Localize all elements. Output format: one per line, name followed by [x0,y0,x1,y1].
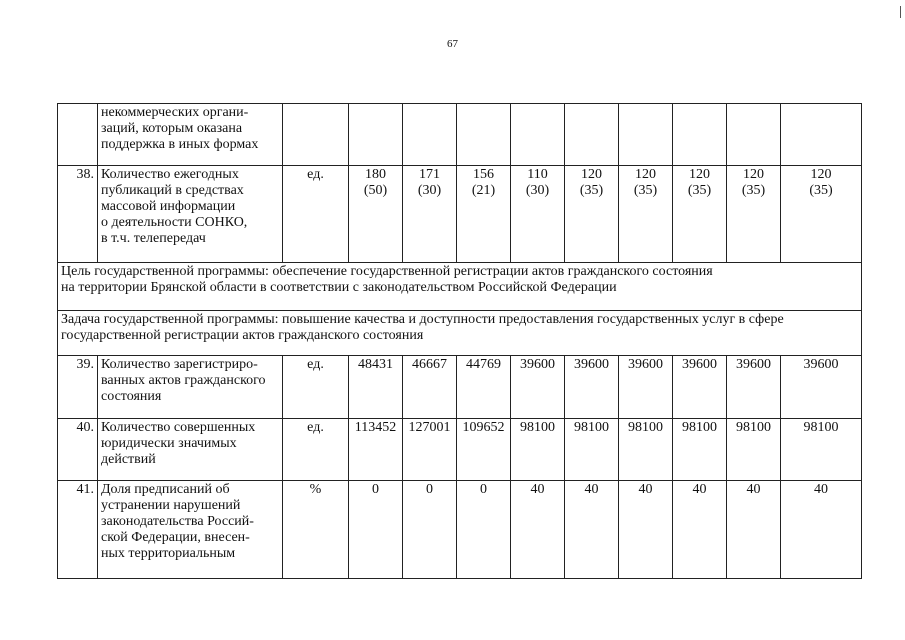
value-cell: 127001 [403,419,457,481]
row-number: 40. [58,419,98,481]
value-cell: 40 [511,481,565,579]
value-cell: 39600 [673,356,727,419]
indicator-name: Количество ежегодных публикаций в средствах массовой информации о деятельности СОНКО, в т.ч. телепередач [98,166,283,263]
value-cell: 156 (21) [457,166,511,263]
indicator-name: Доля предписаний об устранении нарушений законодательства Россий- ской Федерации, внесен- ных территориальным [98,481,283,579]
table-row [58,356,862,419]
value-cell [349,104,403,166]
value-cell: 113452 [349,419,403,481]
value-cell: 40 [781,481,862,579]
value-cell: 39600 [727,356,781,419]
table-row [58,166,862,263]
value-cell: 39600 [511,356,565,419]
value-cell: 0 [457,481,511,579]
row-number: 38. [58,166,98,263]
indicator-name: некоммерческих органи- заций, которым оказана поддержка в иных формах [98,104,283,166]
value-cell: 120 (35) [673,166,727,263]
value-cell: 98100 [511,419,565,481]
value-cell: 40 [619,481,673,579]
value-cell: 40 [727,481,781,579]
value-cell [727,104,781,166]
unit-cell: ед. [283,166,349,263]
unit-cell: ед. [283,419,349,481]
table-row [58,263,862,311]
value-cell: 120 (35) [727,166,781,263]
value-cell: 120 (35) [565,166,619,263]
value-cell: 44769 [457,356,511,419]
value-cell: 120 (35) [619,166,673,263]
program-goal: Цель государственной программы: обеспечение государственной регистрации актов гражданского состояния на территории Брянской области в соответствии с законодательством Российской Федерации [58,263,862,311]
value-cell [673,104,727,166]
row-number: 39. [58,356,98,419]
value-cell [511,104,565,166]
value-cell: 171 (30) [403,166,457,263]
table-row [58,311,862,356]
table-row [58,419,862,481]
value-cell: 48431 [349,356,403,419]
value-cell: 98100 [727,419,781,481]
value-cell: 39600 [781,356,862,419]
value-cell: 40 [565,481,619,579]
value-cell [619,104,673,166]
value-cell: 98100 [565,419,619,481]
unit-cell: % [283,481,349,579]
value-cell [565,104,619,166]
value-cell [457,104,511,166]
value-cell: 120 (35) [781,166,862,263]
value-cell: 98100 [673,419,727,481]
row-number: 41. [58,481,98,579]
table-row [58,104,862,166]
unit-cell: ед. [283,356,349,419]
value-cell: 0 [349,481,403,579]
value-cell: 180 (50) [349,166,403,263]
value-cell [403,104,457,166]
value-cell: 39600 [619,356,673,419]
unit-cell [283,104,349,166]
page-edge-mark [900,6,901,18]
row-number [58,104,98,166]
value-cell: 0 [403,481,457,579]
table-row [58,481,862,579]
value-cell: 40 [673,481,727,579]
value-cell [781,104,862,166]
indicator-name: Количество зарегистриро- ванных актов гражданского состояния [98,356,283,419]
value-cell: 110 (30) [511,166,565,263]
page-number: 67 [447,38,458,50]
value-cell: 98100 [781,419,862,481]
indicators-table [57,103,862,579]
value-cell: 109652 [457,419,511,481]
indicator-name: Количество совершенных юридически значимых действий [98,419,283,481]
value-cell: 98100 [619,419,673,481]
value-cell: 39600 [565,356,619,419]
value-cell: 46667 [403,356,457,419]
program-task: Задача государственной программы: повышение качества и доступности предоставления государственных услуг в сфере государственной регистрации актов гражданского состояния [58,311,862,356]
